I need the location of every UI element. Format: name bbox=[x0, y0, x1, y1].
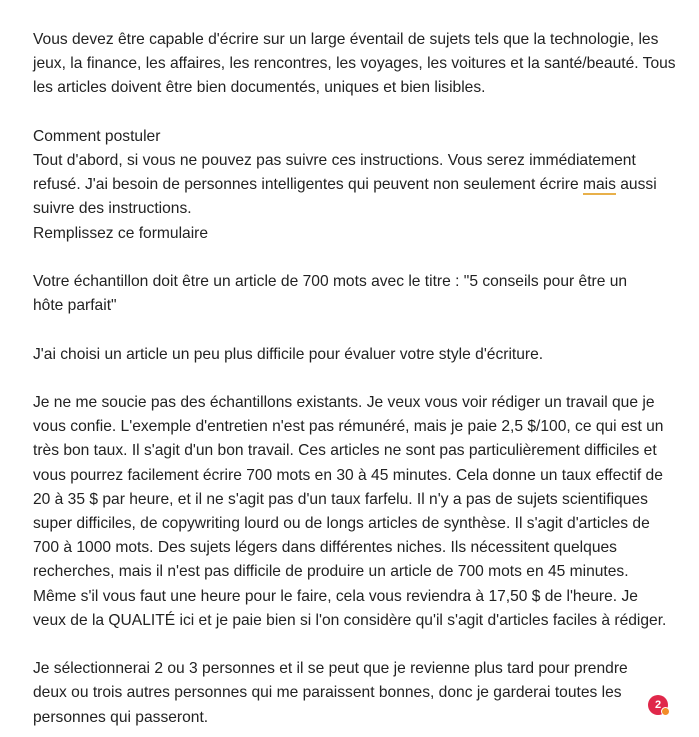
text-segment: refusé. J'ai besoin de personnes intelligentes qui peuvent non seulement écrire bbox=[33, 176, 583, 194]
notification-count: 2 bbox=[654, 699, 662, 711]
text-line: très bon taux. Il s'agit d'un bon travail. Ces articles ne sont pas particulièrement difficiles et bbox=[33, 442, 657, 460]
text-line: personnes qui passeront. bbox=[33, 708, 209, 726]
paragraph-topics bbox=[33, 28, 678, 101]
document-body[interactable] bbox=[33, 28, 678, 737]
text-line: 20 à 35 $ par heure, et il ne s'agit pas d'un taux farfelu. Il n'y a pas de sujets scientifiques bbox=[33, 490, 648, 508]
text-line bbox=[33, 173, 678, 197]
text-line: Vous devez être capable d'écrire sur un large éventail de sujets tels que la technologie, les bbox=[33, 31, 659, 48]
form-instruction: Remplissez ce formulaire bbox=[33, 224, 209, 242]
paragraph-choice bbox=[33, 343, 678, 367]
paragraph-selection bbox=[33, 657, 678, 730]
text-line: deux ou trois autres personnes qui me paraissent bonnes, donc je garderai toutes les bbox=[33, 684, 622, 702]
text-line: hôte parfait" bbox=[33, 297, 117, 315]
text-line: vous confie. L'exemple d'entretien n'est pas rémunéré, mais je paie 2,5 $/100, ce qui est un bbox=[33, 418, 664, 436]
text-line: 700 à 1000 mots. Des sujets légers dans différentes niches. Ils nécessitent quelques bbox=[33, 539, 617, 557]
text-line: jeux, la finance, les affaires, les rencontres, les voyages, les voitures et la santé/beauté. Tous bbox=[33, 55, 676, 73]
text-line: suivre des instructions. bbox=[33, 200, 192, 218]
text-line: Tout d'abord, si vous ne pouvez pas suivre ces instructions. Vous serez immédiatement bbox=[33, 152, 636, 169]
text-line: Même s'il vous faut une heure pour le faire, cela vous reviendra à 17,50 $ de l'heure. Je bbox=[33, 587, 638, 605]
paragraph-sample bbox=[33, 270, 678, 318]
text-line: Je ne me soucie pas des échantillons existants. Je veux vous voir rédiger un travail que je bbox=[33, 393, 655, 411]
text-line: les articles doivent être bien documentés, uniques et bien lisibles. bbox=[33, 79, 486, 97]
grammar-notification-badge[interactable] bbox=[648, 695, 668, 715]
text-line: recherches, mais il n'est pas difficile de produire un article de 700 mots en 45 minutes. bbox=[33, 563, 629, 581]
paragraph-how-to-apply bbox=[33, 125, 678, 246]
text-line: vous pourrez facilement écrire 700 mots en 30 à 45 minutes. Cela donne un taux effectif de bbox=[33, 466, 663, 484]
text-line: veux de la QUALITÉ ici et je paie bien si l'on considère qu'il s'agit d'articles faciles à rédiger. bbox=[33, 611, 667, 629]
text-line: Votre échantillon doit être un article de 700 mots avec le titre : "5 conseils pour être un bbox=[33, 273, 628, 290]
section-heading: Comment postuler bbox=[33, 127, 161, 145]
status-dot-icon bbox=[661, 707, 670, 716]
text-line: Je sélectionnerai 2 ou 3 personnes et il se peut que je revienne plus tard pour prendre bbox=[33, 660, 628, 678]
paragraph-details bbox=[33, 391, 678, 633]
text-line: J'ai choisi un article un peu plus difficile pour évaluer votre style d'écriture. bbox=[33, 345, 544, 363]
text-segment: aussi bbox=[615, 176, 657, 194]
text-line: super difficiles, de copywriting lourd ou de longs articles de synthèse. Il s'agit d'articles de bbox=[33, 515, 650, 532]
spellcheck-flagged-word[interactable]: mais bbox=[582, 176, 616, 194]
